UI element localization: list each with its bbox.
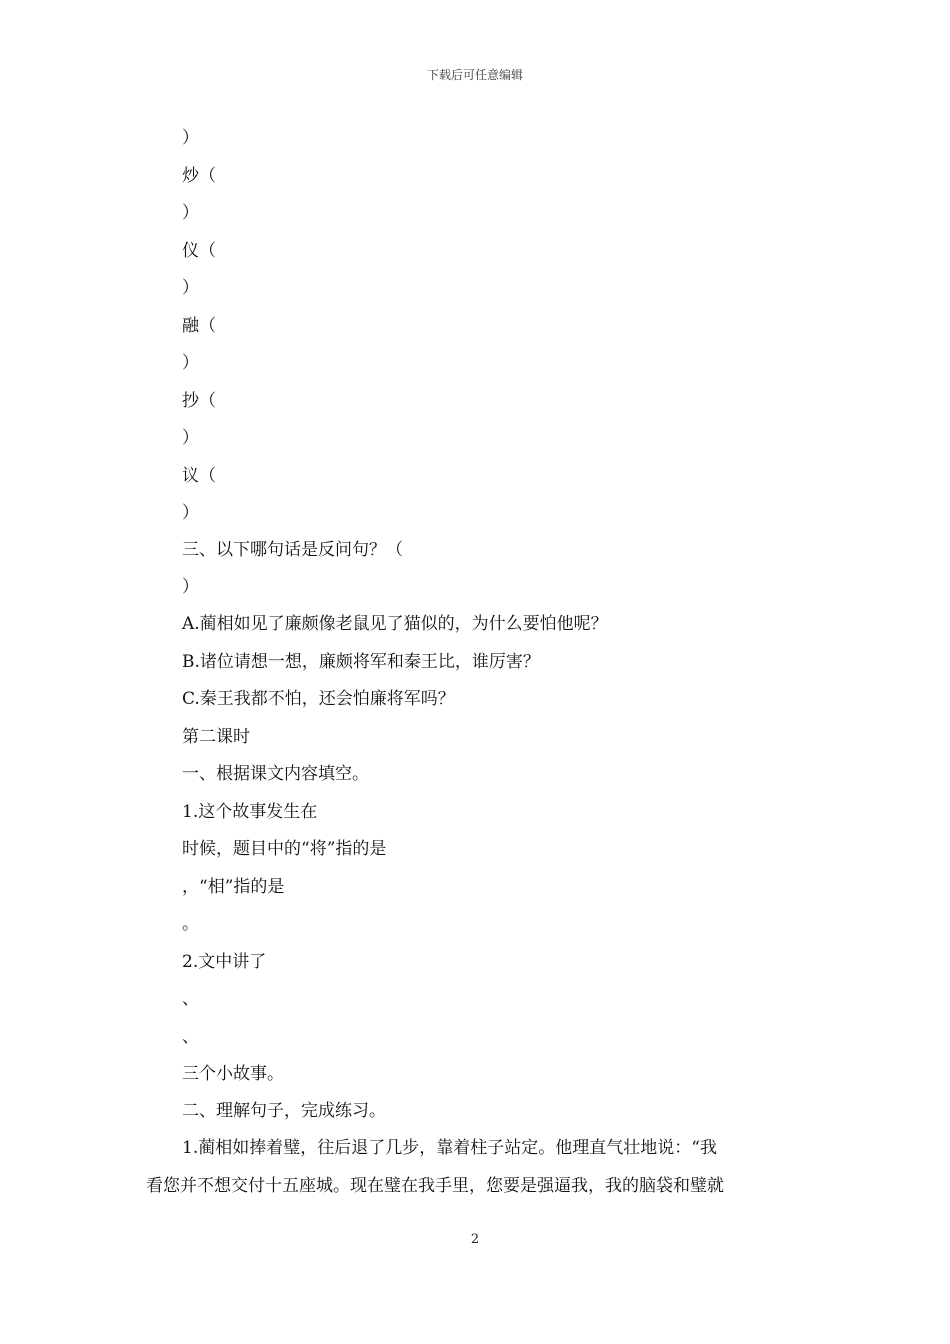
option-a: A.蔺相如见了廉颇像老鼠见了猫似的，为什么要怕他呢？ <box>182 614 608 634</box>
section-2-heading: 二、理解句子，完成练习。 <box>182 1101 386 1121</box>
page-number: 2 <box>470 1232 480 1247</box>
text-line-8: 抄（ <box>182 391 216 411</box>
text-line-1: ） <box>182 128 199 148</box>
fill-item-2: 2.文中讲了 <box>182 952 267 972</box>
page-header: 下载后可任意编辑 <box>426 68 523 82</box>
lesson-heading: 第二课时 <box>182 727 250 747</box>
text-line-10: 议（ <box>182 466 216 486</box>
question-3-heading: 三、以下哪句话是反问句？（ <box>182 540 403 560</box>
fill-item-1: 1.这个故事发生在 <box>182 802 318 822</box>
text-line-7: ） <box>182 353 199 373</box>
text-line-2: 炒（ <box>182 166 216 186</box>
text-line-6: 融（ <box>182 316 216 336</box>
paragraph-line-1: 1.蔺相如捧着璧，往后退了几步，靠着柱子站定。他理直气壮地说：“我 <box>182 1138 717 1158</box>
fill-item-2-cont-1: 、 <box>182 989 199 1009</box>
option-b: B.诸位请想一想，廉颇将军和秦王比，谁厉害？ <box>182 652 540 672</box>
paragraph-line-2: 看您并不想交付十五座城。现在璧在我手里，您要是强逼我，我的脑袋和璧就 <box>146 1176 724 1196</box>
fill-item-2-cont-3: 三个小故事。 <box>182 1064 284 1084</box>
text-line-5: ） <box>182 278 199 298</box>
fill-item-2-cont-2: 、 <box>182 1027 199 1047</box>
text-line-3: ） <box>182 203 199 223</box>
text-line-11: ） <box>182 503 199 523</box>
fill-item-1-cont-3: 。 <box>182 914 199 934</box>
option-c: C.秦王我都不怕，还会怕廉将军吗？ <box>182 689 455 709</box>
text-line-9: ） <box>182 428 199 448</box>
text-line-4: 仪（ <box>182 241 216 261</box>
text-line-13: ） <box>182 577 199 597</box>
fill-item-1-cont-2: ，“相”指的是 <box>182 877 285 897</box>
fill-item-1-cont-1: 时候，题目中的“将”指的是 <box>182 839 387 859</box>
section-1-heading: 一、根据课文内容填空。 <box>182 764 369 784</box>
